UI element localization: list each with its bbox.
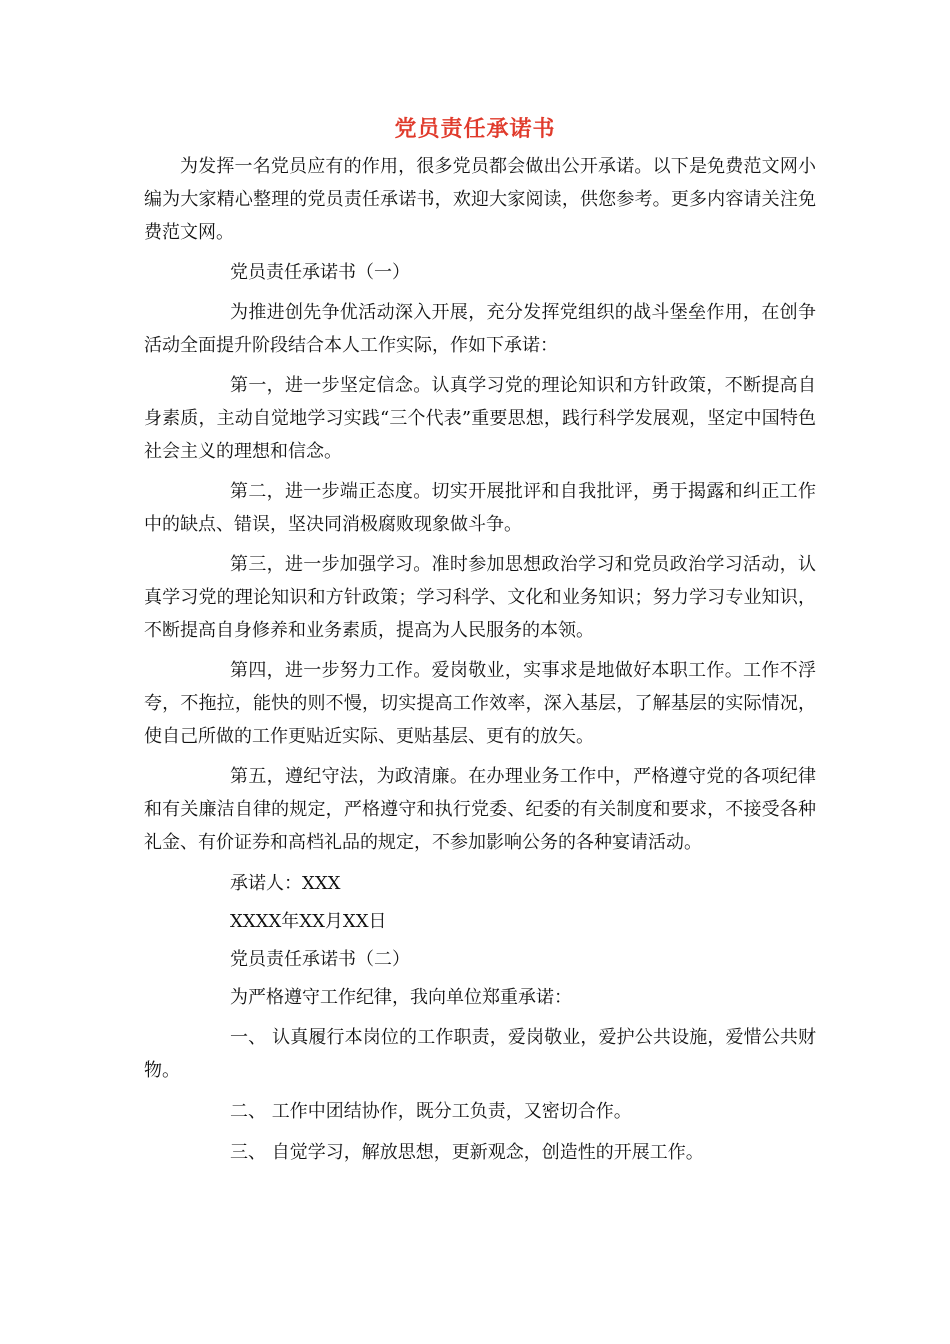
list-item-3: 三、 自觉学习，解放思想，更新观念，创造性的开展工作。 <box>230 1142 704 1163</box>
list-item-2: 二、 工作中团结协作，既分工负责，又密切合作。 <box>230 1101 632 1122</box>
list-item-1: 一、 认真履行本岗位的工作职责，爱岗敬业，爱护公共设施，爱惜公共财物。 <box>144 1027 816 1081</box>
date-line: XXXX年XX月XX日 <box>230 911 387 932</box>
paragraph-4: 第三，进一步加强学习。准时参加思想政治学习和党员政治学习活动，认真学习党的理论知识和方针政策；学习科学、文化和业务知识；努力学习专业知识，不断提高自身修养和业务素质，提高为人民服务的本领。 <box>144 554 816 641</box>
intro-paragraph: 为发挥一名党员应有的作用，很多党员都会做出公开承诺。以下是免费范文网小编为大家精心整理的党员责任承诺书，欢迎大家阅读，供您参考。更多内容请关注免费范文网。 <box>144 156 816 243</box>
paragraph-6: 第五，遵纪守法，为政清廉。在办理业务工作中，严格遵守党的各项纪律和有关廉洁自律的规定，严格遵守和执行党委、纪委的有关制度和要求，不接受各种礼金、有价证券和高档礼品的规定，不参加影响公务的各种宴请活动。 <box>144 766 816 853</box>
paragraph-3: 第二，进一步端正态度。切实开展批评和自我批评，勇于揭露和纠正工作中的缺点、错误，坚决同消极腐败现象做斗争。 <box>144 481 816 535</box>
section-heading-2: 党员责任承诺书（二） <box>230 949 410 970</box>
document-title: 党员责任承诺书 <box>394 117 556 142</box>
paragraph-2: 第一，进一步坚定信念。认真学习党的理论知识和方针政策，不断提高自身素质，主动自觉地学习实践“三个代表”重要思想，践行科学发展观，坚定中国特色社会主义的理想和信念。 <box>144 375 816 462</box>
section-heading-1: 党员责任承诺书（一） <box>230 262 410 283</box>
paragraph-7: 为严格遵守工作纪律，我向单位郑重承诺： <box>230 987 572 1008</box>
paragraph-1: 为推进创先争优活动深入开展，充分发挥党组织的战斗堡垒作用，在创争活动全面提升阶段结合本人工作实际，作如下承诺： <box>144 302 816 356</box>
paragraph-5: 第四，进一步努力工作。爱岗敬业，实事求是地做好本职工作。工作不浮夸，不拖拉，能快的则不慢，切实提高工作效率，深入基层，了解基层的实际情况，使自己所做的工作更贴近实际、更贴基层、更有的放矢。 <box>144 660 816 747</box>
document-body <box>144 150 816 1169</box>
signer-line: 承诺人：XXX <box>230 873 341 894</box>
